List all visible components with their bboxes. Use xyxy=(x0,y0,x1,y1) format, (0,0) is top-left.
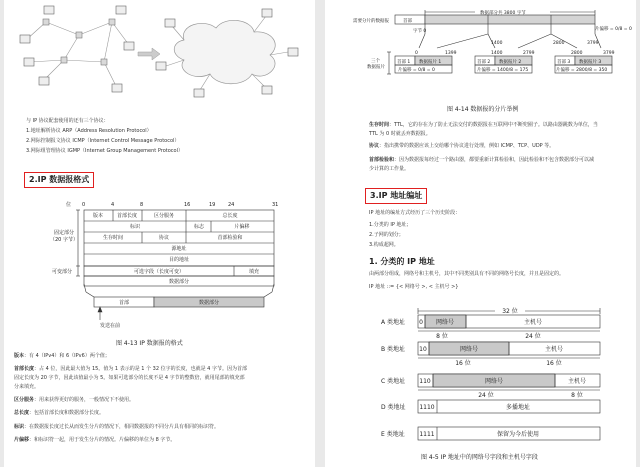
paragraph-header-checksum-cont: 少计算的工作量。 xyxy=(369,166,410,172)
classful-ip-title: 1. 分类的 IP 地址 xyxy=(369,257,435,266)
paragraph-header-checksum: 首部检验和：因为数据报每经过一个路由器，都要重新计算检验和，因此检验和不包含数据部分可以减 xyxy=(369,157,595,163)
field-destination-address: 目的地址 xyxy=(168,257,190,263)
field-fragment-offset: 片偏移 xyxy=(234,224,250,230)
paragraph-identification: 标识：在数据报长度过长从而发生分片的情况下，相同数据报的不同分片具有相同的标识符。 xyxy=(14,424,220,430)
class-d-rest: 多播地址 xyxy=(505,404,531,411)
class-a-prefix: 0 xyxy=(419,319,423,326)
class-b-prefix: 10 xyxy=(419,346,427,353)
frag-group-label: 数据报片 xyxy=(367,65,385,70)
frag-offset-3: 片偏移 = 2800/8 = 350 xyxy=(556,68,608,73)
bit-label: 16 xyxy=(184,202,191,208)
protocol-item-icmp: 2.网际控制报文协议 ICMP（Internet Control Message Protocol） xyxy=(26,138,180,144)
ip-classes-figure xyxy=(325,298,636,448)
frag-offset-2: 片偏移 = 1400/8 = 175 xyxy=(477,68,529,73)
frag-offset-1: 片偏移 = 0/8 = 0 xyxy=(398,68,435,73)
class-e-rest: 保留为今后使用 xyxy=(496,431,540,438)
stage-item: 1.分类的 IP 地址； xyxy=(369,222,412,228)
class-a-net-bits: 8 位 xyxy=(436,333,448,340)
class-b-host-bits: 16 位 xyxy=(546,360,562,367)
class-d-name: D 类地址 xyxy=(381,404,406,411)
class-b-name: B 类地址 xyxy=(381,346,406,353)
class-c-net: 网络号 xyxy=(484,378,504,385)
fixed-part-size-label: （20 字节） xyxy=(50,237,78,243)
bit-label: 8 xyxy=(140,202,144,208)
field-service: 区分服务 xyxy=(153,213,175,219)
bit-label: 19 xyxy=(209,202,216,208)
frag-num: 2799 xyxy=(523,51,535,56)
paragraph-ttl-cont: TTL 为 0 时就丢弃数据报。 xyxy=(369,131,431,137)
data-block-label: 数据部分 xyxy=(198,300,220,306)
header-block-label: 首部 xyxy=(118,300,130,306)
figure-caption-4-5: 图 4-5 IP 地址中的网络号字段和主机号字段 xyxy=(421,454,538,461)
field-header-length: 首部长度 xyxy=(116,213,138,219)
bit-label: 4 xyxy=(111,202,115,208)
frag-header-2: 首部 2 xyxy=(477,60,491,65)
class-c-prefix: 110 xyxy=(419,378,431,385)
paragraph-version: 版本：有 4（IPv4）和 6（IPv6）两个值； xyxy=(14,353,110,359)
field-total-length: 总长度 xyxy=(222,213,238,219)
frag-data-2: 数据报片 2 xyxy=(499,60,522,65)
frag-num: 1399 xyxy=(445,51,457,56)
bit-label: 24 xyxy=(228,202,235,208)
sent-first-label: 发送在前 xyxy=(99,323,121,329)
fragmentation-figure xyxy=(325,0,636,100)
field-identification: 标识 xyxy=(129,224,141,230)
class-a-host-bits: 24 位 xyxy=(525,333,541,340)
field-version: 版本 xyxy=(92,213,104,219)
variable-part-label: 可变部分 xyxy=(52,269,73,275)
section-heading-ip-datagram-format: 2.IP 数据报格式 xyxy=(24,172,94,188)
field-header-checksum: 首部检验和 xyxy=(217,235,243,241)
paragraph-total-length: 总长度：包括首部长度和数据部分长度。 xyxy=(14,410,105,416)
protocol-item-igmp: 3.网际组管理协议 IGMP（Internet Group Management Protocol） xyxy=(26,148,183,154)
class-a-host: 主机号 xyxy=(523,319,543,326)
paragraph-header-length: 首部长度：占 4 位，因此最大值为 15。值为 1 表示的是 1 个 32 位字的长度，也就是 4 字节。因为首部 xyxy=(14,366,247,372)
frag-header-1: 首部 1 xyxy=(397,60,411,65)
field-data: 数据部分 xyxy=(168,279,190,285)
total-bits-label: 32 位 xyxy=(502,308,518,315)
frag-header-3: 首部 3 xyxy=(557,60,571,65)
figure-caption-4-13: 图 4-13 IP 数据报的格式 xyxy=(116,340,183,347)
class-c-net-bits: 24 位 xyxy=(478,392,494,399)
field-padding: 填充 xyxy=(248,269,260,275)
byte-label: 1400 xyxy=(491,41,503,46)
field-ttl: 生存时间 xyxy=(102,235,124,241)
frag-group-label: 三个 xyxy=(371,59,380,64)
frag-data-3: 数据报片 3 xyxy=(579,60,602,65)
class-c-host: 主机号 xyxy=(567,378,587,385)
class-c-name: C 类地址 xyxy=(381,378,406,385)
frag-top-header: 首部 xyxy=(403,19,412,24)
frag-num: 2800 xyxy=(571,51,583,56)
addressing-intro: IP 地址的编址方式经历了三个历史阶段： xyxy=(369,210,461,216)
class-b-net: 网络号 xyxy=(459,346,479,353)
frag-top-left-label: 需要分片的数据报 xyxy=(353,19,389,24)
class-b-net-bits: 16 位 xyxy=(455,360,471,367)
ip-address-formula: IP 地址 ::= {< 网络号 >, < 主机号 >} xyxy=(369,284,459,290)
bit-label: 31 xyxy=(272,202,279,208)
network-illustration xyxy=(4,0,315,100)
ip-datagram-format-figure xyxy=(4,196,315,346)
frag-data-1: 数据报片 1 xyxy=(419,60,442,65)
figure-caption-4-14: 图 4-14 数据报的分片举例 xyxy=(447,106,519,113)
protocol-item-arp: 1.地址解析协议 ARP（Address Resolution Protocol） xyxy=(26,128,152,134)
field-flags: 标志 xyxy=(193,224,205,230)
paragraph-service: 区分服务：用来获得更好的服务，一般情况下不使用。 xyxy=(14,397,135,403)
stage-item: 2.子网的划分； xyxy=(369,232,404,238)
class-a-net: 网络号 xyxy=(435,319,455,326)
frag-num: 1400 xyxy=(491,51,503,56)
frag-num: 0 xyxy=(415,51,418,56)
stage-item: 3.构成超网。 xyxy=(369,242,399,248)
class-a-name: A 类地址 xyxy=(381,319,406,326)
classful-ip-desc: 由两部分组成，网络号和主机号，其中不同类别具有不同的网络号长度，并且是固定的。 xyxy=(369,271,565,277)
class-b-host: 主机号 xyxy=(544,346,564,353)
paragraph-fragment-offset: 片偏移：和标识符一起，用于发生分片的情况。片偏移的单位为 8 字节。 xyxy=(14,437,176,443)
left-page xyxy=(4,0,315,467)
section-heading-ip-addressing: 3.IP 地址编址 xyxy=(365,188,427,204)
byte-label: 3799 xyxy=(587,41,599,46)
field-protocol: 协议 xyxy=(158,235,170,241)
paragraph-protocol: 协议：指出携带的数据应该上交给哪个协议进行处理，例如 ICMP、TCP、UDP 等。 xyxy=(369,143,555,149)
class-d-prefix: 1110 xyxy=(419,404,435,411)
byte-label: 字节 0 xyxy=(413,29,427,34)
paragraph-header-length-cont: 分来填充。 xyxy=(14,384,40,390)
class-e-prefix: 1111 xyxy=(419,431,435,438)
frag-num: 3799 xyxy=(603,51,615,56)
frag-top-offset: 片偏移 = 0/8 = 0 xyxy=(595,27,632,32)
class-e-name: E 类地址 xyxy=(381,431,405,438)
class-c-host-bits: 8 位 xyxy=(571,392,583,399)
bit-label: 0 xyxy=(82,202,86,208)
paragraph-header-length-cont: 固定长度为 20 字节，因此该值最小为 5。如果可选部分的长度不是 4 字节的整数倍，就用尾部的填充部 xyxy=(14,375,245,381)
protocols-intro: 与 IP 协议配套使用的还有三个协议： xyxy=(26,118,109,124)
byte-label: 2800 xyxy=(553,41,565,46)
right-page xyxy=(325,0,636,467)
frag-top-title: 数据部分共 3800 字节 xyxy=(480,11,526,16)
field-options: 可选字段（长度可变） xyxy=(133,269,185,275)
fixed-part-label: 固定部分 xyxy=(54,230,75,236)
bit-label: 位 xyxy=(66,202,72,208)
field-source-address: 源地址 xyxy=(171,246,187,252)
paragraph-ttl: 生存时间：TTL，它的存在为了防止无法交付的数据报在互联网中不断兜圈子。以路由器跳数为单位，当 xyxy=(369,122,598,128)
